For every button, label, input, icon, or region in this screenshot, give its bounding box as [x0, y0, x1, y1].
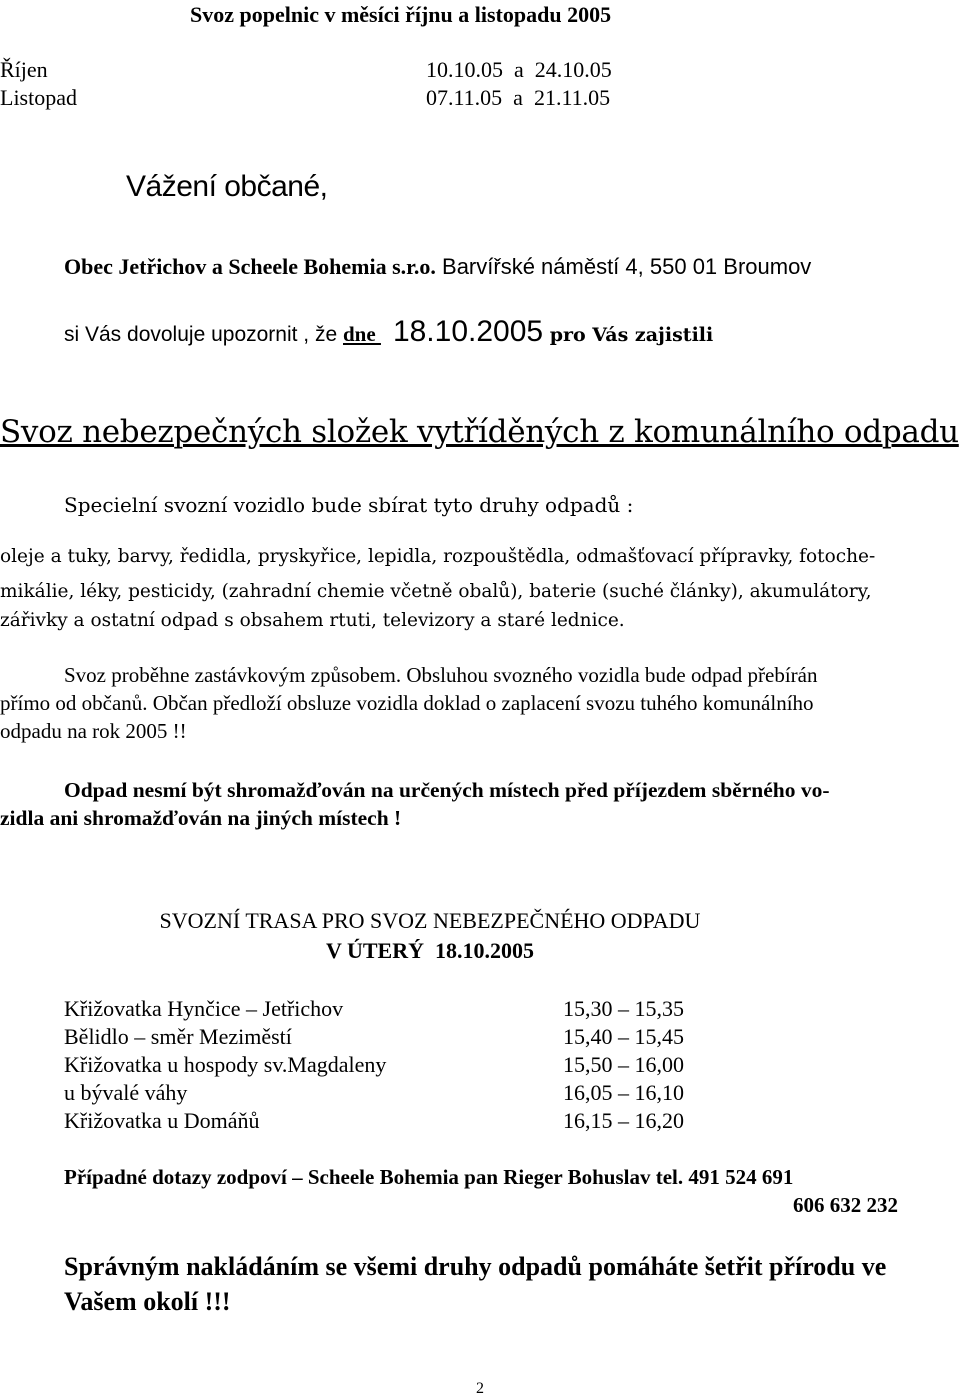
month-dates: 10.10.05 a 24.10.05 [426, 57, 612, 82]
organization-address: Barvířské náměstí 4, 550 01 Broumov [435, 254, 812, 279]
stop-time: 15,40 – 15,45 [563, 1024, 684, 1049]
collection-date: 18.10.2005 [392, 315, 544, 348]
stop-name: Křižovatka u hospody sv.Magdaleny [64, 1052, 387, 1077]
closing-slogan: Správným nakládáním se všemi druhy odpadů pomáháte šetřit přírodu ve Vašem okolí !!! [64, 1252, 887, 1316]
stop-time: 16,15 – 16,20 [563, 1108, 684, 1133]
month-dates: 07.11.05 a 21.11.05 [426, 85, 611, 110]
route-date: V ÚTERÝ 18.10.2005 [325, 938, 534, 963]
warning-line: Odpad nesmí být shromažďován na určených místech před příjezdem sběrného vo- [64, 778, 830, 802]
month-label: Listopad [0, 85, 77, 110]
notice-suffix: pro Vás zajistili [543, 324, 714, 346]
page-number: 2 [476, 1380, 484, 1397]
svoz-line: Svoz proběhne zastávkovým způsobem. Obsluhou svozného vozidla bude odpad přebírán [64, 663, 818, 687]
stop-name: Křižovatka Hynčice – Jetřichov [64, 996, 344, 1021]
contact-line: Případné dotazy zodpoví – Scheele Bohemia pan Rieger Bohuslav tel. 491 524 691 [64, 1165, 794, 1189]
stop-time: 15,30 – 15,35 [563, 996, 684, 1021]
stop-name: Bělidlo – směr Meziměstí [64, 1024, 292, 1049]
month-label: Říjen [0, 57, 48, 82]
notice-line [64, 315, 713, 349]
document-title: Svoz popelnic v měsíci říjnu a listopadu 2005 [190, 2, 612, 27]
stop-time: 16,05 – 16,10 [563, 1080, 684, 1105]
warning-line: zidla ani shromažďován na jiných místech ! [0, 806, 402, 830]
organization-name: Obec Jetřichov a Scheele Bohemia s.r.o. [64, 254, 436, 279]
notice-dne: dne [343, 322, 381, 346]
greeting: Vážení občané, [126, 170, 328, 203]
organization-line [64, 254, 811, 280]
waste-line: oleje a tuky, barvy, ředidla, pryskyřice, lepidla, rozpouštědla, odmašťovací přípravky, fotoche- [0, 546, 876, 567]
intro-text: Specielní svozní vozidlo bude sbírat tyto druhy odpadů : [64, 493, 634, 517]
main-heading: Svoz nebezpečných složek vytříděných z komunálního odpadu [0, 414, 959, 450]
route-title: SVOZNÍ TRASA PRO SVOZ NEBEZPEČNÉHO ODPADU [159, 908, 701, 933]
stop-name: u bývalé váhy [64, 1080, 188, 1105]
svoz-line: odpadu na rok 2005 !! [0, 719, 187, 743]
waste-line: mikálie, léky, pesticidy, (zahradní chemie včetně obalů), baterie (suché články), akumulátory, [0, 581, 872, 602]
waste-line: zářivky a ostatní odpad s obsahem rtuti, televizory a staré lednice. [0, 610, 625, 631]
notice-prefix: si Vás dovoluje upozornit , že [64, 323, 343, 346]
stop-time: 15,50 – 16,00 [563, 1052, 684, 1077]
svoz-line: přímo od občanů. Občan předloží obsluze vozidla doklad o zaplacení svozu tuhého komunálního [0, 691, 814, 715]
stop-name: Křižovatka u Domáňů [64, 1108, 260, 1133]
contact-phone-secondary: 606 632 232 [793, 1193, 898, 1217]
